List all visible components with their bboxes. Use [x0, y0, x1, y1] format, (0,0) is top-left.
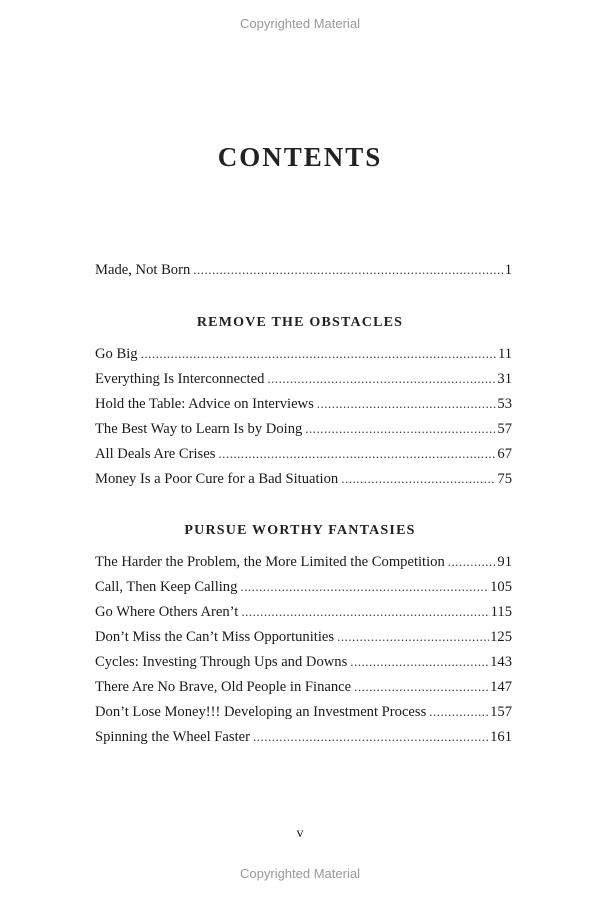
dot-leader	[317, 394, 497, 414]
toc-entry	[95, 577, 512, 597]
toc-entry	[95, 444, 512, 464]
toc-entry	[95, 394, 512, 414]
toc-entry	[95, 260, 512, 280]
section-heading: PURSUE WORTHY FANTASIES	[184, 523, 416, 538]
toc-entry-page: 53	[497, 396, 512, 412]
toc-entry-label: Don’t Miss the Can’t Miss Opportunities	[95, 629, 335, 645]
toc-entry-page: 125	[490, 629, 512, 645]
toc-entry-page: 11	[497, 346, 512, 362]
toc-entry-page: 147	[490, 679, 512, 695]
toc-entry	[95, 552, 512, 572]
toc-entry	[95, 702, 512, 722]
toc-entry-page: 143	[490, 654, 512, 670]
toc-entry-label: There Are No Brave, Old People in Finance	[95, 679, 352, 695]
dot-leader	[241, 602, 489, 622]
dot-leader	[141, 344, 497, 364]
toc-entry-page: 1	[504, 262, 512, 278]
toc-entry-page: 157	[490, 704, 512, 720]
toc-entry-label: Spinning the Wheel Faster	[95, 729, 250, 745]
dot-leader	[305, 419, 496, 439]
toc-entry	[95, 419, 512, 439]
dot-leader	[341, 469, 496, 489]
toc-entry-label: All Deals Are Crises	[95, 446, 216, 462]
dot-leader	[193, 260, 503, 280]
toc-entry	[95, 727, 512, 747]
toc-entry	[95, 677, 512, 697]
page-number: v	[296, 826, 304, 841]
toc-entry	[95, 369, 512, 389]
toc-entry-label: Go Big	[95, 346, 138, 362]
toc-entry-page: 57	[497, 421, 512, 437]
toc-entry-page: 67	[497, 446, 512, 462]
toc-entry-label: Cycles: Investing Through Ups and Downs	[95, 654, 348, 670]
toc-entry-label: Money Is a Poor Cure for a Bad Situation	[95, 471, 339, 487]
dot-leader	[218, 444, 496, 464]
watermark-bottom: Copyrighted Material	[240, 866, 360, 881]
toc-entry-label: Call, Then Keep Calling	[95, 579, 238, 595]
toc-entry-page: 115	[490, 604, 512, 620]
dot-leader	[350, 652, 489, 672]
toc-entry-page: 75	[497, 471, 512, 487]
dot-leader	[448, 552, 497, 572]
toc-entry	[95, 469, 512, 489]
toc-entry-page: 105	[490, 579, 512, 595]
dot-leader	[429, 702, 489, 722]
section-heading: REMOVE THE OBSTACLES	[196, 315, 404, 330]
toc-entry-page: 31	[497, 371, 512, 387]
toc-entry-label: Hold the Table: Advice on Interviews	[95, 396, 314, 412]
watermark-top: Copyrighted Material	[240, 16, 360, 31]
toc-entry-label: The Harder the Problem, the More Limited the Competition	[95, 554, 445, 570]
toc-entry-label: Go Where Others Aren’t	[95, 604, 239, 620]
dot-leader	[337, 627, 489, 647]
dot-leader	[267, 369, 496, 389]
dot-leader	[240, 577, 489, 597]
dot-leader	[253, 727, 489, 747]
toc-entry	[95, 652, 512, 672]
toc-entry-label: The Best Way to Learn Is by Doing	[95, 421, 303, 437]
toc-entry	[95, 602, 512, 622]
toc-entry-label: Everything Is Interconnected	[95, 371, 265, 387]
toc-entry-page: 161	[490, 729, 512, 745]
toc-entry	[95, 344, 512, 364]
toc-entry	[95, 627, 512, 647]
toc-entry-label: Don’t Lose Money!!! Developing an Investment Process	[95, 704, 427, 720]
toc-entry-page: 91	[497, 554, 512, 570]
toc-entry-label: Made, Not Born	[95, 262, 191, 278]
page-title: CONTENTS	[217, 142, 383, 172]
dot-leader	[354, 677, 489, 697]
